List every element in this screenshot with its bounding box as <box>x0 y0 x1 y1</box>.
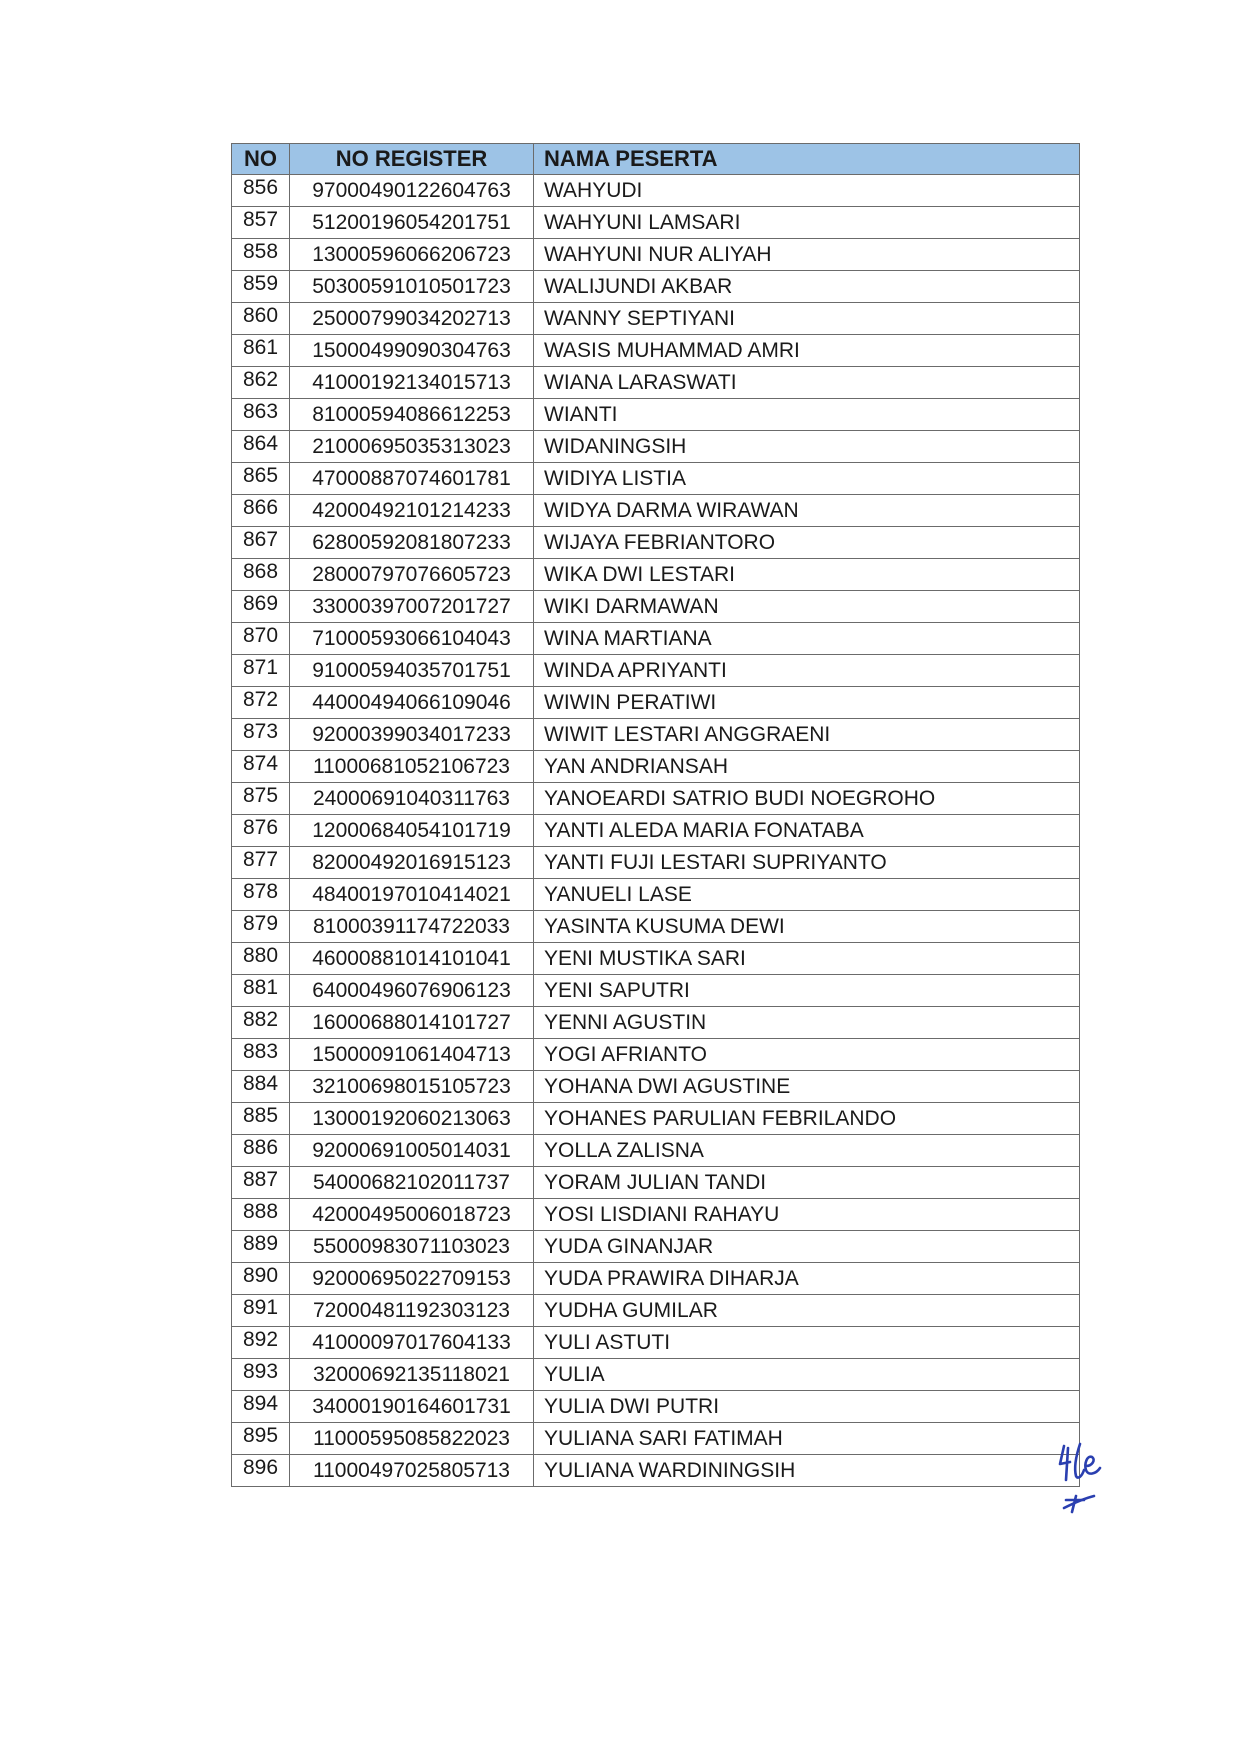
row-register: 92000691005014031 <box>290 1135 534 1167</box>
row-number: 863 <box>232 399 290 431</box>
table-row <box>232 943 1080 975</box>
row-number: 873 <box>232 719 290 751</box>
table-row <box>232 815 1080 847</box>
row-number: 865 <box>232 463 290 495</box>
table-row <box>232 911 1080 943</box>
row-register: 92000695022709153 <box>290 1263 534 1295</box>
row-number: 859 <box>232 271 290 303</box>
row-number: 888 <box>232 1199 290 1231</box>
row-register: 42000495006018723 <box>290 1199 534 1231</box>
row-name: YUDHA GUMILAR <box>534 1295 1080 1327</box>
table-row <box>232 879 1080 911</box>
row-number: 896 <box>232 1455 290 1487</box>
table-row <box>232 1199 1080 1231</box>
table-row <box>232 1359 1080 1391</box>
row-number: 874 <box>232 751 290 783</box>
row-number: 870 <box>232 623 290 655</box>
row-name: WALIJUNDI AKBAR <box>534 271 1080 303</box>
row-name: YULIA DWI PUTRI <box>534 1391 1080 1423</box>
row-name: YUDA GINANJAR <box>534 1231 1080 1263</box>
row-register: 21000695035313023 <box>290 431 534 463</box>
row-number: 872 <box>232 687 290 719</box>
row-number: 864 <box>232 431 290 463</box>
row-name: YENI MUSTIKA SARI <box>534 943 1080 975</box>
row-name: YANOEARDI SATRIO BUDI NOEGROHO <box>534 783 1080 815</box>
table-row <box>232 335 1080 367</box>
table-row <box>232 1071 1080 1103</box>
row-register: 11000595085822023 <box>290 1423 534 1455</box>
table-row <box>232 1103 1080 1135</box>
row-register: 41000097017604133 <box>290 1327 534 1359</box>
row-register: 64000496076906123 <box>290 975 534 1007</box>
table-row <box>232 271 1080 303</box>
row-register: 11000681052106723 <box>290 751 534 783</box>
row-name: YULIA <box>534 1359 1080 1391</box>
row-number: 878 <box>232 879 290 911</box>
row-name: WANNY SEPTIYANI <box>534 303 1080 335</box>
row-name: YULIANA SARI FATIMAH <box>534 1423 1080 1455</box>
row-register: 54000682102011737 <box>290 1167 534 1199</box>
table-body <box>232 175 1080 1487</box>
row-register: 50300591010501723 <box>290 271 534 303</box>
row-number: 881 <box>232 975 290 1007</box>
row-register: 81000594086612253 <box>290 399 534 431</box>
row-register: 42000492101214233 <box>290 495 534 527</box>
table-row <box>232 719 1080 751</box>
row-number: 893 <box>232 1359 290 1391</box>
row-number: 883 <box>232 1039 290 1071</box>
table-row <box>232 655 1080 687</box>
row-number: 882 <box>232 1007 290 1039</box>
row-register: 47000887074601781 <box>290 463 534 495</box>
row-name: WIANA LARASWATI <box>534 367 1080 399</box>
row-number: 894 <box>232 1391 290 1423</box>
header-name: NAMA PESERTA <box>534 144 1080 175</box>
row-register: 16000688014101727 <box>290 1007 534 1039</box>
row-number: 889 <box>232 1231 290 1263</box>
row-register: 82000492016915123 <box>290 847 534 879</box>
row-register: 13000596066206723 <box>290 239 534 271</box>
table-row <box>232 559 1080 591</box>
row-number: 886 <box>232 1135 290 1167</box>
row-name: YOHANA DWI AGUSTINE <box>534 1071 1080 1103</box>
table-row <box>232 527 1080 559</box>
table-row <box>232 1327 1080 1359</box>
row-number: 875 <box>232 783 290 815</box>
row-name: WIKI DARMAWAN <box>534 591 1080 623</box>
row-name: WIKA DWI LESTARI <box>534 559 1080 591</box>
row-name: WIWIT LESTARI ANGGRAENI <box>534 719 1080 751</box>
row-register: 11000497025805713 <box>290 1455 534 1487</box>
row-register: 51200196054201751 <box>290 207 534 239</box>
row-name: WIWIN PERATIWI <box>534 687 1080 719</box>
row-register: 12000684054101719 <box>290 815 534 847</box>
table-row <box>232 1263 1080 1295</box>
row-register: 41000192134015713 <box>290 367 534 399</box>
row-number: 867 <box>232 527 290 559</box>
row-number: 887 <box>232 1167 290 1199</box>
table-row <box>232 783 1080 815</box>
row-name: WAHYUNI NUR ALIYAH <box>534 239 1080 271</box>
row-number: 892 <box>232 1327 290 1359</box>
row-name: YASINTA KUSUMA DEWI <box>534 911 1080 943</box>
table-row <box>232 1295 1080 1327</box>
row-name: WIDIYA LISTIA <box>534 463 1080 495</box>
table-row <box>232 623 1080 655</box>
row-number: 895 <box>232 1423 290 1455</box>
row-number: 884 <box>232 1071 290 1103</box>
row-number: 857 <box>232 207 290 239</box>
row-name: WAHYUDI <box>534 175 1080 207</box>
row-register: 32000692135118021 <box>290 1359 534 1391</box>
table-row <box>232 975 1080 1007</box>
row-name: WIDYA DARMA WIRAWAN <box>534 495 1080 527</box>
table-row <box>232 1231 1080 1263</box>
table-row <box>232 175 1080 207</box>
row-name: YENNI AGUSTIN <box>534 1007 1080 1039</box>
row-register: 91000594035701751 <box>290 655 534 687</box>
row-number: 858 <box>232 239 290 271</box>
row-name: YUDA PRAWIRA DIHARJA <box>534 1263 1080 1295</box>
header-no: NO <box>232 144 290 175</box>
table-row <box>232 1391 1080 1423</box>
row-name: WIDANINGSIH <box>534 431 1080 463</box>
row-register: 62800592081807233 <box>290 527 534 559</box>
row-name: YAN ANDRIANSAH <box>534 751 1080 783</box>
row-number: 862 <box>232 367 290 399</box>
row-number: 869 <box>232 591 290 623</box>
row-register: 97000490122604763 <box>290 175 534 207</box>
header-register: NO REGISTER <box>290 144 534 175</box>
row-number: 890 <box>232 1263 290 1295</box>
row-register: 44000494066109046 <box>290 687 534 719</box>
participant-table <box>231 143 1080 1487</box>
row-number: 861 <box>232 335 290 367</box>
row-name: YORAM JULIAN TANDI <box>534 1167 1080 1199</box>
row-name: WINDA APRIYANTI <box>534 655 1080 687</box>
row-register: 24000691040311763 <box>290 783 534 815</box>
row-register: 15000499090304763 <box>290 335 534 367</box>
row-name: YOSI LISDIANI RAHAYU <box>534 1199 1080 1231</box>
table-row <box>232 431 1080 463</box>
row-register: 32100698015105723 <box>290 1071 534 1103</box>
table-row <box>232 591 1080 623</box>
table-row <box>232 1007 1080 1039</box>
row-register: 92000399034017233 <box>290 719 534 751</box>
table-row <box>232 463 1080 495</box>
table-row <box>232 751 1080 783</box>
row-register: 28000797076605723 <box>290 559 534 591</box>
row-register: 25000799034202713 <box>290 303 534 335</box>
row-number: 891 <box>232 1295 290 1327</box>
table-row <box>232 1167 1080 1199</box>
row-number: 876 <box>232 815 290 847</box>
signature-mark <box>1050 1440 1140 1520</box>
table-row <box>232 207 1080 239</box>
table-row <box>232 303 1080 335</box>
row-number: 856 <box>232 175 290 207</box>
row-register: 72000481192303123 <box>290 1295 534 1327</box>
table-row <box>232 239 1080 271</box>
table-row <box>232 367 1080 399</box>
row-number: 860 <box>232 303 290 335</box>
row-name: YANTI FUJI LESTARI SUPRIYANTO <box>534 847 1080 879</box>
row-name: YOGI AFRIANTO <box>534 1039 1080 1071</box>
row-name: YOHANES PARULIAN FEBRILANDO <box>534 1103 1080 1135</box>
table-row <box>232 687 1080 719</box>
table-row <box>232 1135 1080 1167</box>
table-row <box>232 1455 1080 1487</box>
row-number: 877 <box>232 847 290 879</box>
row-register: 81000391174722033 <box>290 911 534 943</box>
table-row <box>232 399 1080 431</box>
row-number: 871 <box>232 655 290 687</box>
row-register: 71000593066104043 <box>290 623 534 655</box>
row-number: 880 <box>232 943 290 975</box>
row-number: 879 <box>232 911 290 943</box>
row-register: 34000190164601731 <box>290 1391 534 1423</box>
table-row <box>232 1039 1080 1071</box>
row-register: 13000192060213063 <box>290 1103 534 1135</box>
table-row <box>232 847 1080 879</box>
row-register: 46000881014101041 <box>290 943 534 975</box>
row-name: WINA MARTIANA <box>534 623 1080 655</box>
row-number: 868 <box>232 559 290 591</box>
row-name: YANUELI LASE <box>534 879 1080 911</box>
row-name: WIANTI <box>534 399 1080 431</box>
row-name: WASIS MUHAMMAD AMRI <box>534 335 1080 367</box>
table-header-row <box>232 144 1080 175</box>
row-register: 33000397007201727 <box>290 591 534 623</box>
row-register: 15000091061404713 <box>290 1039 534 1071</box>
row-number: 866 <box>232 495 290 527</box>
row-name: WAHYUNI LAMSARI <box>534 207 1080 239</box>
row-register: 55000983071103023 <box>290 1231 534 1263</box>
row-name: YOLLA ZALISNA <box>534 1135 1080 1167</box>
row-name: YANTI ALEDA MARIA FONATABA <box>534 815 1080 847</box>
row-number: 885 <box>232 1103 290 1135</box>
row-name: WIJAYA FEBRIANTORO <box>534 527 1080 559</box>
row-name: YULIANA WARDININGSIH <box>534 1455 1080 1487</box>
table-row <box>232 1423 1080 1455</box>
row-name: YULI ASTUTI <box>534 1327 1080 1359</box>
table-row <box>232 495 1080 527</box>
row-name: YENI SAPUTRI <box>534 975 1080 1007</box>
row-register: 48400197010414021 <box>290 879 534 911</box>
